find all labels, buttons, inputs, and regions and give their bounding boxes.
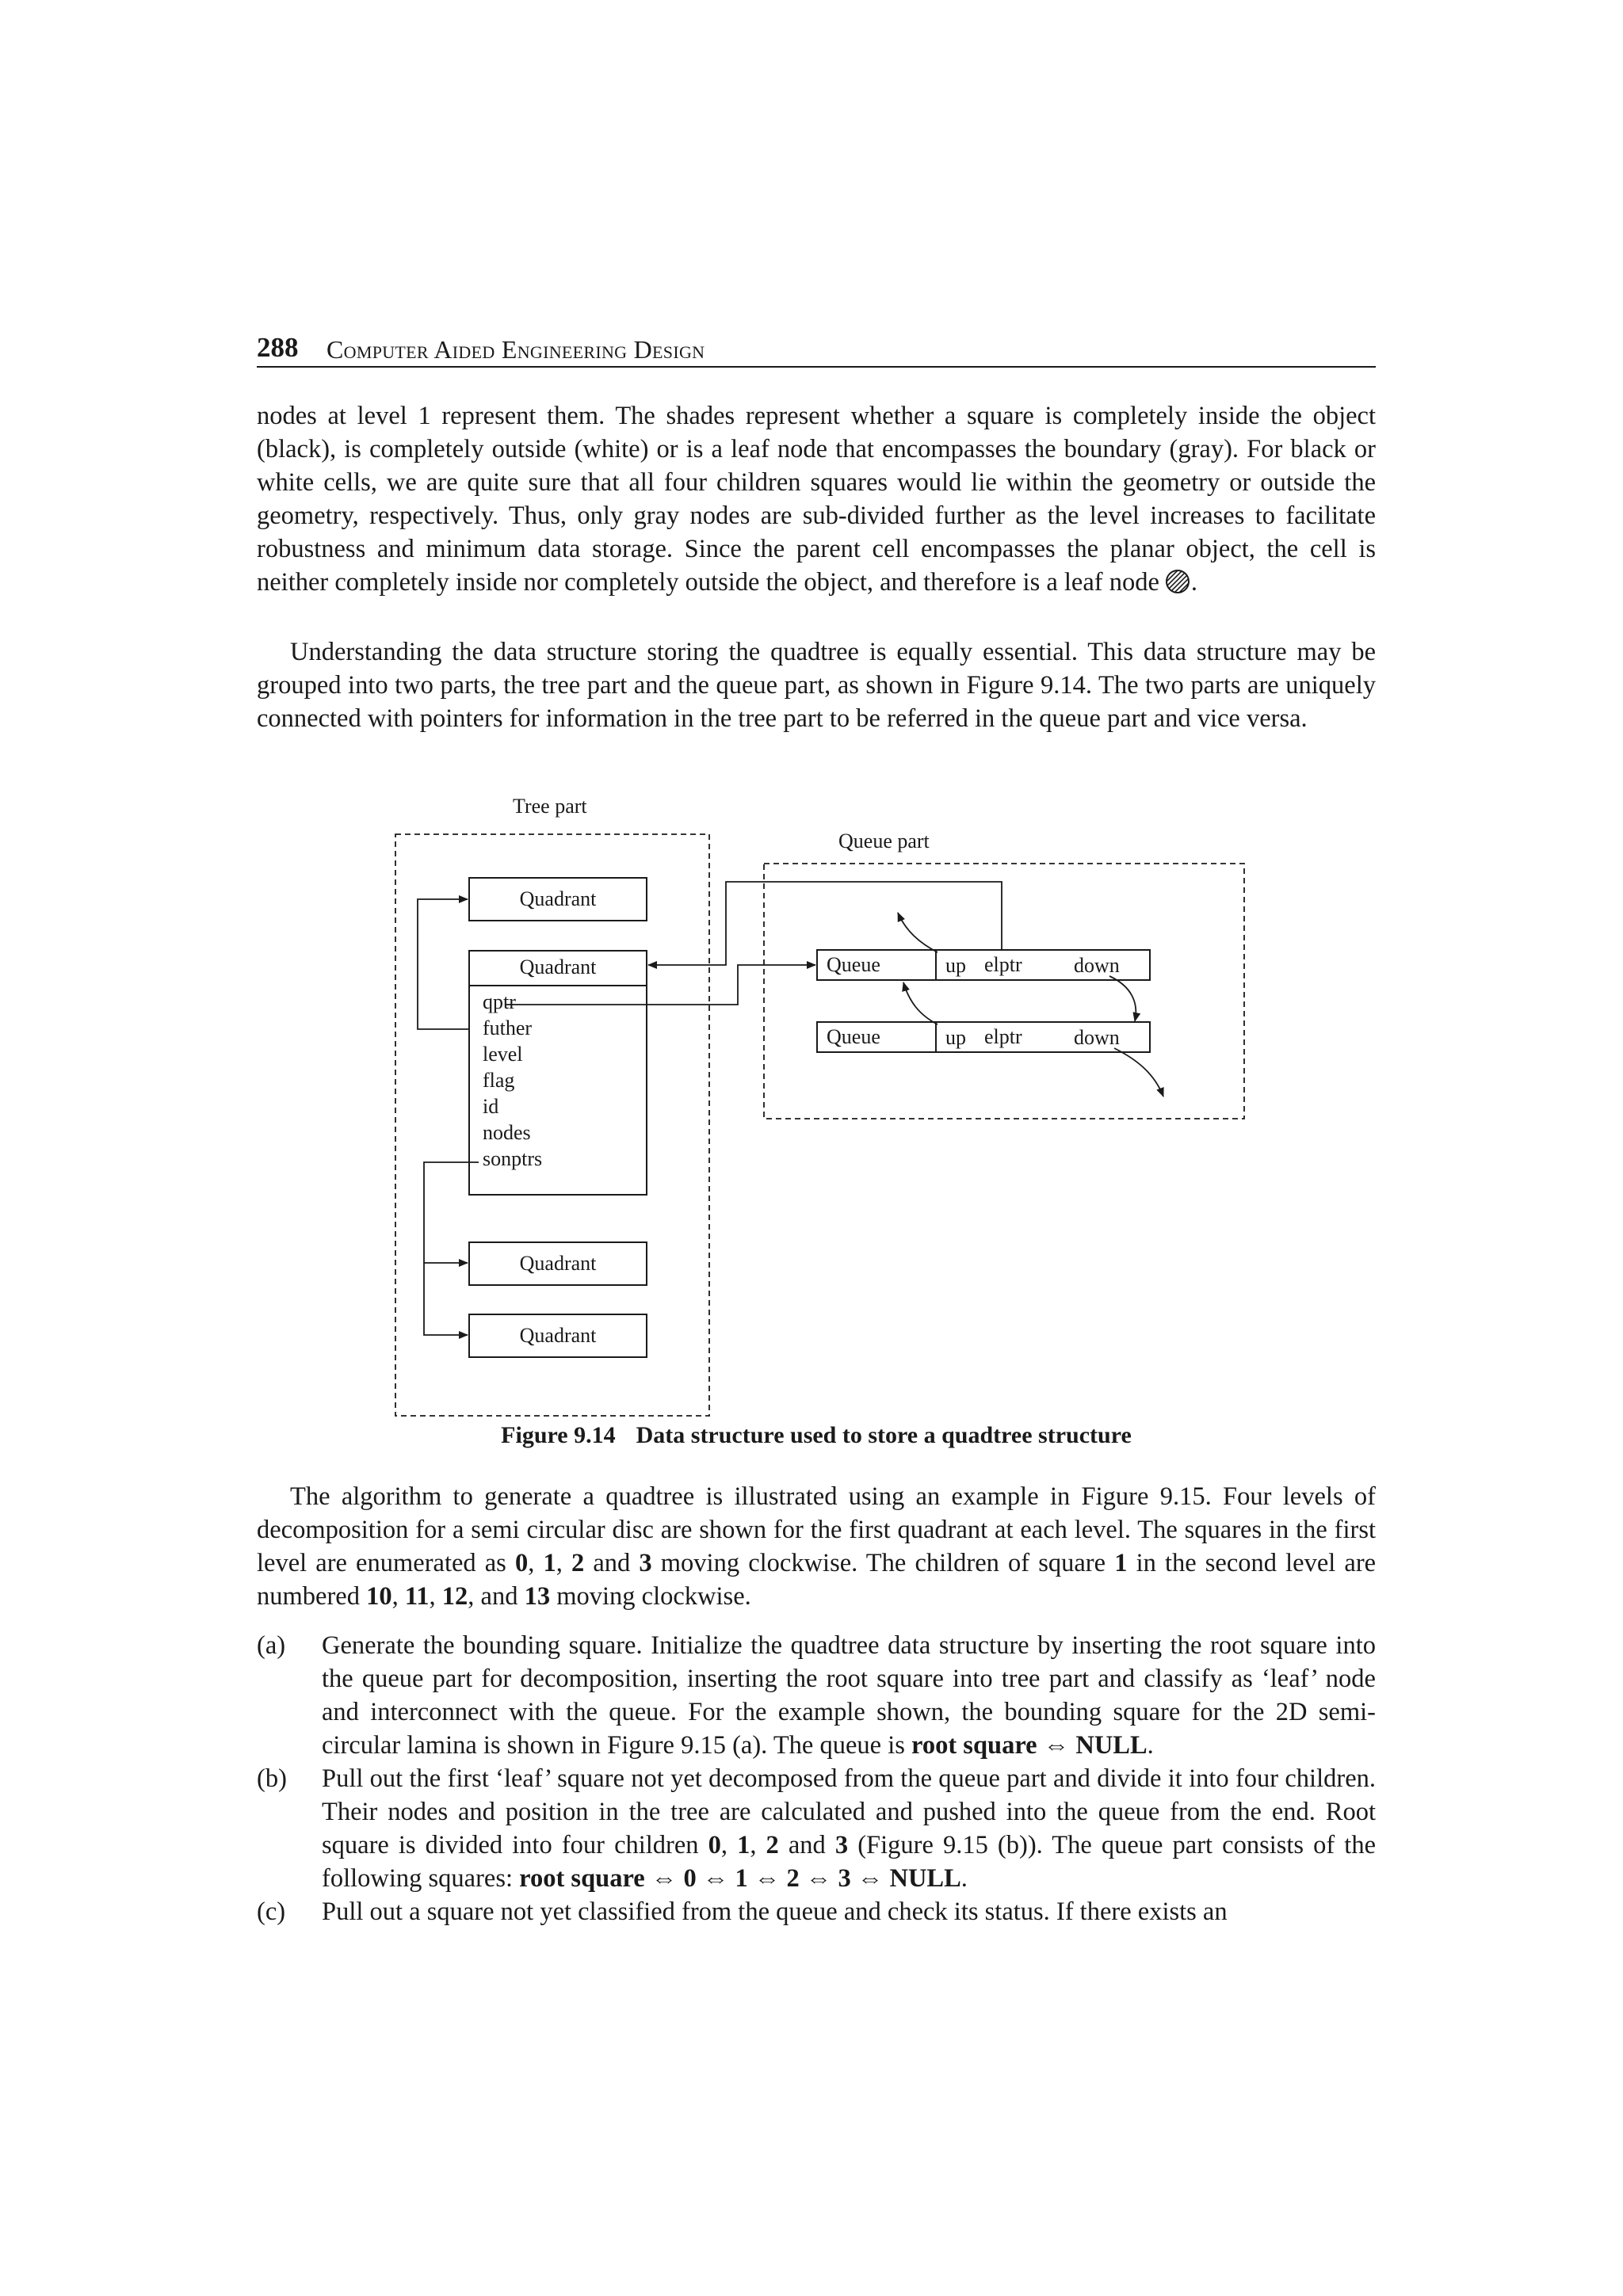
page-number: 288	[257, 332, 299, 363]
queue-label-1: Queue	[827, 953, 880, 976]
list-item-a: (a) Generate the bounding square. Initialize the quadtree data structure by inserting the root square into the queue part for decomposition, inserting the root square into tree part and classify as ‘leaf’ node and interconnect with the queue. For the example shown, the bounding square for the 2D semi-circular lamina is shown in Figure 9.15 (a). The queue is root square ⇔ NULL.	[257, 1631, 1376, 1760]
down-label-2: down	[1074, 1026, 1120, 1049]
figure-caption	[257, 1420, 1376, 1451]
paragraph-2: Understanding the data structure storing the quadtree is equally essential. This data structure may be grouped into two parts, the tree part and the queue part, as shown in Figure 9.14. The two parts are uniquely connected with pointers for information in the tree part to be referred in the queue part and vice versa.	[257, 638, 1376, 733]
futher-pointer-arrow	[418, 899, 469, 1029]
field-level: level	[483, 1043, 523, 1066]
elptr-label-2: elptr	[984, 1025, 1022, 1048]
paragraph-1-text: nodes at level 1 represent them. The shades represent whether a square is completely inside the object (black), is completely outside (white) or is a leaf node that encompasses the boundary (gray). For black or white cells, we are quite sure that all four children squares would lie within the geometry or outside the geometry, respectively. Thus, only gray nodes are sub-divided further as the level increases to facilitate robustness and minimum data storage. Since the parent cell encompasses the planar object, the cell is neither completely inside nor completely outside the object, and therefore is a leaf node	[257, 402, 1376, 597]
list-item-b: (b) Pull out the first ‘leaf’ square not yet decomposed from the queue part and divide it into four children. Their nodes and position in the tree are calculated and pushed into the queue from the end. Root square is divided into four children 0, 1, 2 and 3 (Figure 9.15 (b)). The queue part consists of the following squares: root square ⇔ 0 ⇔ 1 ⇔ 2 ⇔ 3 ⇔ NULL.	[257, 1764, 1377, 1893]
queue-label-2: Queue	[827, 1025, 880, 1048]
up-label-2: up	[945, 1026, 966, 1049]
list-item-c: (c) Pull out a square not yet classified from the queue and check its status. If there exists an	[257, 1897, 1228, 1926]
algorithm-steps-list	[257, 1629, 1376, 1928]
quadrant-label-2: Quadrant	[519, 955, 597, 978]
elptr-label-1: elptr	[984, 953, 1022, 976]
field-nodes: nodes	[483, 1121, 531, 1144]
field-flag: flag	[483, 1069, 515, 1092]
field-qptr: qptr	[483, 990, 516, 1013]
down-arrow-2	[1114, 1048, 1163, 1097]
field-id: id	[483, 1095, 499, 1118]
running-head-title: Computer Aided Engineering Design	[327, 335, 705, 364]
field-futher: futher	[483, 1016, 533, 1039]
quadrant-label-1: Quadrant	[519, 887, 597, 910]
up-label-1: up	[945, 954, 966, 977]
caption-title: Data structure used to store a quadtree structure	[636, 1422, 1132, 1448]
up-arrow-1	[898, 913, 938, 952]
down-arrow-1	[1109, 976, 1136, 1021]
quadrant-label-4: Quadrant	[519, 1324, 597, 1347]
caption-number: Figure 9.14	[501, 1422, 616, 1448]
down-label-1: down	[1074, 954, 1120, 977]
quadrant-label-3: Quadrant	[519, 1252, 597, 1275]
tree-part-label: Tree part	[513, 795, 587, 818]
up-arrow-2	[903, 982, 938, 1024]
field-sonptrs: sonptrs	[483, 1147, 543, 1170]
queue-part-label: Queue part	[838, 830, 930, 852]
paragraph-1-end: .	[1190, 568, 1198, 597]
paragraph-3: The algorithm to generate a quadtree is illustrated using an example in Figure 9.15. Four levels of decomposition for a semi circular disc are shown for the first quadrant at each level. The squares in the first level are enumerated as 0, 1, 2 and 3 moving clockwise. The children of square 1 in the second level are numbered 10, 11, 12, and 13 moving clockwise.	[257, 1482, 1377, 1611]
sonptrs-arrow-2	[424, 1263, 468, 1335]
queue-part-box	[764, 864, 1244, 1119]
